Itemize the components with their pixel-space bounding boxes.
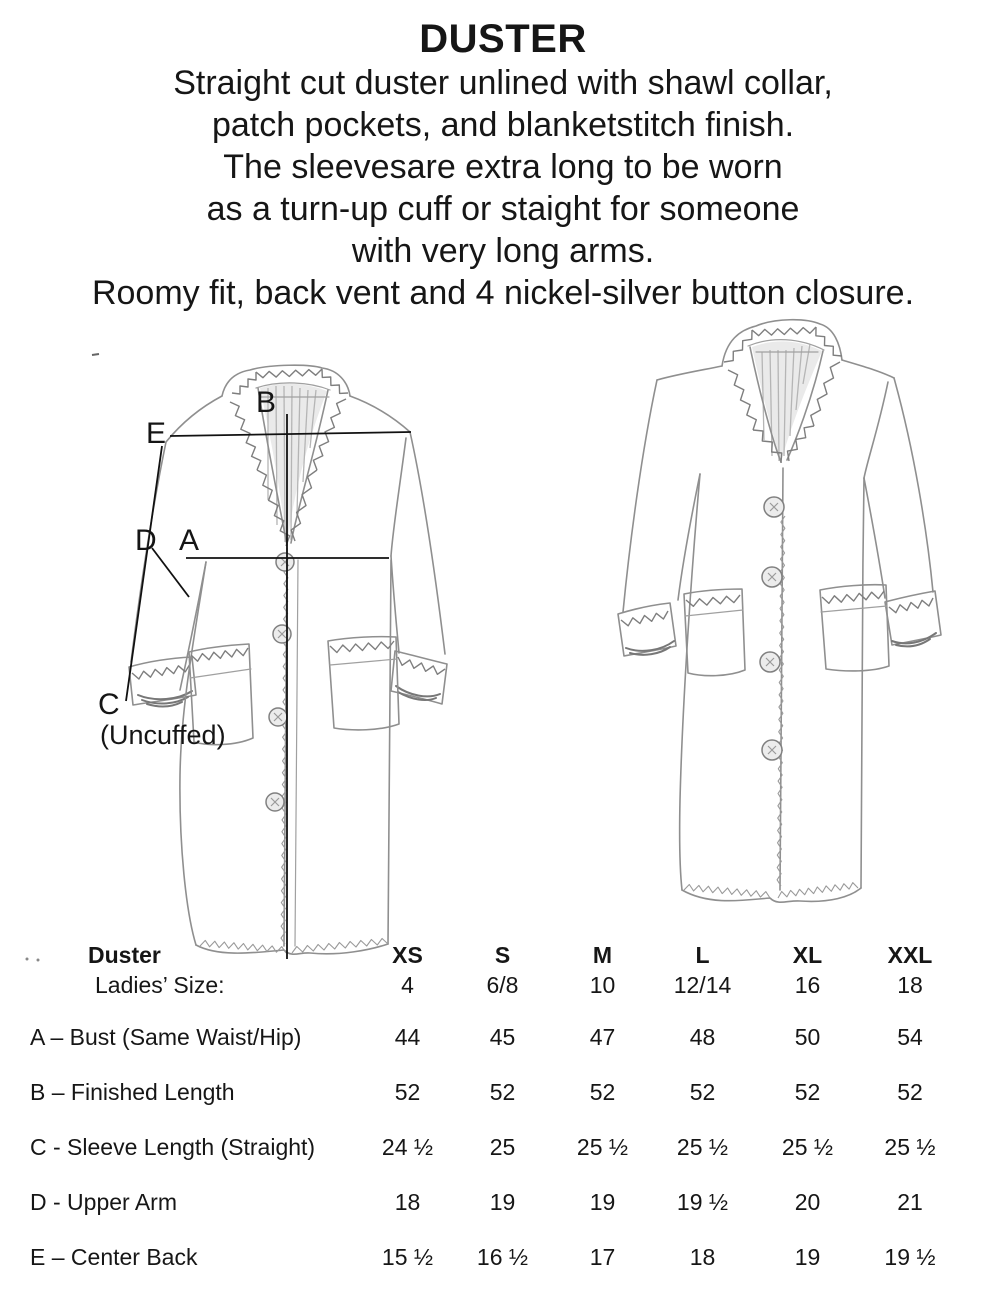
measure-label-c: C <box>98 688 120 721</box>
body-seam-right <box>388 560 391 944</box>
cell-value: 50 <box>794 1024 821 1050</box>
size-number: 4 <box>401 972 414 998</box>
row-label: D - Upper Arm <box>30 1189 177 1215</box>
sleeve-front-right <box>391 556 399 653</box>
measure-label-b: B <box>256 386 277 419</box>
size-number: 18 <box>897 972 923 998</box>
sleeve-inner-left <box>678 474 700 600</box>
description-line: with very long arms. <box>351 232 655 270</box>
cell-value: 25 <box>489 1134 516 1160</box>
cell-value: 52 <box>794 1079 821 1105</box>
cell-value: 52 <box>394 1079 421 1105</box>
measurement-row-finished-length <box>0 1077 1006 1107</box>
blanketstitch-trim <box>132 664 190 679</box>
duster-sketch-uncuffed <box>129 365 447 954</box>
patch-pocket-left <box>684 589 745 676</box>
size-header-xl: XL <box>792 942 823 968</box>
cell-value: 52 <box>689 1079 716 1105</box>
button-4 <box>266 793 284 811</box>
cell-value: 16 ½ <box>476 1244 529 1270</box>
description-line: The sleevesare extra long to be worn <box>223 148 783 186</box>
button-1 <box>764 497 784 517</box>
cell-value: 44 <box>394 1024 421 1050</box>
pocket-band-seam <box>685 610 743 616</box>
measure-label-e: E <box>146 417 167 450</box>
page-title: DUSTER <box>419 17 587 61</box>
sleeve-outer-right <box>894 378 933 592</box>
uncuffed-note: (Uncuffed) <box>100 720 226 750</box>
cell-value: 20 <box>794 1189 821 1215</box>
size-number: 10 <box>589 972 616 998</box>
duster-sketch-cuffed <box>618 320 941 903</box>
size-header-l: L <box>695 942 710 968</box>
size-header-s: S <box>494 942 511 968</box>
cell-value: 25 ½ <box>676 1134 729 1160</box>
sleeve-outer-left <box>623 380 657 612</box>
body-seam-left <box>680 474 700 890</box>
measure-label-a: A <box>179 524 200 557</box>
button-4 <box>762 740 782 760</box>
row-label: C - Sleeve Length (Straight) <box>30 1134 316 1160</box>
blanketstitch-trim <box>822 591 884 603</box>
button-2 <box>762 567 782 587</box>
cell-value: 17 <box>589 1244 616 1270</box>
description-line: Roomy fit, back vent and 4 nickel-silver button closure. <box>91 274 915 312</box>
measurement-row-bust <box>0 1022 1006 1052</box>
cell-value: 52 <box>489 1079 516 1105</box>
shoulder-right <box>842 360 894 378</box>
blanketstitch-trim <box>256 369 322 378</box>
pocket-band-seam <box>821 606 887 612</box>
cell-value: 48 <box>689 1024 716 1050</box>
cell-value: 19 <box>794 1244 821 1270</box>
cell-value: 24 ½ <box>381 1134 434 1160</box>
body-seam-left <box>180 562 206 945</box>
description-line: Straight cut duster unlined with shawl collar, <box>173 64 833 102</box>
cell-value: 52 <box>897 1079 923 1105</box>
cell-value: 21 <box>897 1189 923 1215</box>
blanketstitch-trim <box>811 362 840 426</box>
row-label: A – Bust (Same Waist/Hip) <box>30 1024 302 1050</box>
description-line: as a turn-up cuff or staight for someone <box>206 190 800 228</box>
body-seam-right <box>861 478 864 888</box>
size-header-xs: XS <box>392 942 423 968</box>
pocket-band-seam <box>330 659 397 665</box>
ladies-size-row <box>0 970 1006 1000</box>
cuff-shading-left <box>626 641 674 655</box>
size-header-xxl: XXL <box>887 942 933 968</box>
ladies-size-label: Ladies’ Size: <box>95 972 225 998</box>
cell-value: 19 ½ <box>884 1244 936 1270</box>
cell-value: 45 <box>489 1024 516 1050</box>
cell-value: 25 ½ <box>884 1134 936 1160</box>
sleeve-outer-right <box>410 432 445 654</box>
shoulder-right <box>350 396 410 432</box>
blanketstitch-trim <box>752 327 816 336</box>
measurement-row-center-back <box>0 1242 1006 1272</box>
button-2 <box>273 625 291 643</box>
shoulder-left <box>657 366 722 380</box>
placket-edge-inner <box>295 560 298 946</box>
cell-value: 19 <box>589 1189 616 1215</box>
measurement-row-upper-arm <box>0 1187 1006 1217</box>
size-header-m: M <box>592 942 613 968</box>
cell-value: 19 <box>489 1189 516 1215</box>
size-number: 16 <box>794 972 821 998</box>
sleeve-inner-right <box>864 382 888 478</box>
cell-value: 18 <box>689 1244 716 1270</box>
description-line: patch pockets, and blanketstitch finish. <box>211 106 795 144</box>
cell-value: 54 <box>897 1024 923 1050</box>
product-name: Duster <box>88 942 161 968</box>
row-label: B – Finished Length <box>30 1079 235 1105</box>
blanketstitch-trim <box>621 611 668 626</box>
cell-value: 19 ½ <box>676 1189 729 1215</box>
stray-mark <box>92 354 99 355</box>
button-1 <box>276 553 294 571</box>
cell-value: 52 <box>589 1079 616 1105</box>
cell-value: 18 <box>394 1189 421 1215</box>
sleeve-front-right <box>864 478 885 598</box>
button-3 <box>269 708 287 726</box>
measurement-row-sleeve-length <box>0 1132 1006 1162</box>
sleeve-opening-shading-left <box>138 691 192 706</box>
sleeve-inner-right <box>391 438 406 556</box>
row-label: E – Center Back <box>30 1244 198 1270</box>
blanketstitch-trim <box>686 595 740 606</box>
cell-value: 47 <box>589 1024 616 1050</box>
blanketstitch-trim <box>330 641 394 653</box>
blanketstitch-trim <box>728 370 756 430</box>
cell-value: 25 ½ <box>781 1134 834 1160</box>
hem <box>682 888 861 902</box>
button-3 <box>760 652 780 672</box>
measure-label-d: D <box>135 524 157 557</box>
size-number: 6/8 <box>486 972 519 998</box>
blanketstitch-trim <box>889 598 933 613</box>
blanketstitch-trim <box>788 426 815 461</box>
pocket-band-seam <box>190 669 251 678</box>
cell-value: 25 ½ <box>576 1134 629 1160</box>
size-header-row <box>0 940 1006 970</box>
size-number: 12/14 <box>673 972 732 998</box>
cell-value: 15 ½ <box>381 1244 434 1270</box>
blanketstitch-trim <box>398 657 445 674</box>
